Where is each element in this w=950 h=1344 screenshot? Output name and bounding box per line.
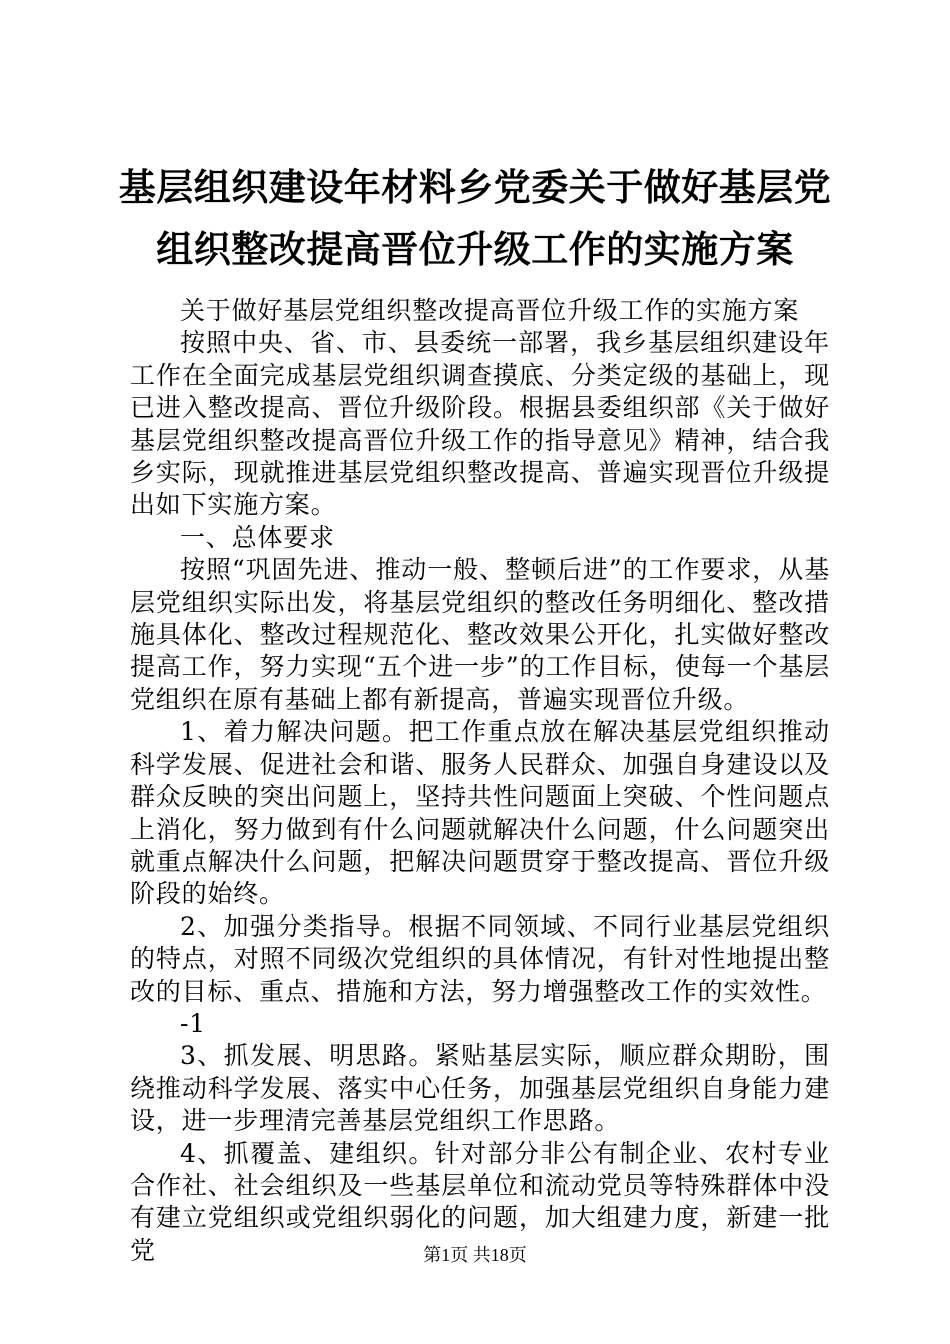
- body-paragraph: 1、着力解决问题。把工作重点放在解决基层党组织推动科学发展、促进社会和谐、服务人民群众、加强自身建设以及群众反映的突出问题上，坚持共性问题面上突破、个性问题点上消化，努力做到有什么问题就解决什么问题，什么问题突出就重点解决什么问题，把解决问题贯穿于整改提高、晋位升级阶段的始终。: [130, 717, 830, 909]
- body-paragraph: 4、抓覆盖、建组织。针对部分非公有制企业、农村专业合作社、社会组织及一些基层单位和流动党员等特殊群体中没有建立党组织或党组织弱化的问题，加大组建力度，新建一批党: [130, 1138, 830, 1265]
- body-paragraph: 按照“巩固先进、推动一般、整顿后进”的工作要求，从基层党组织实际出发，将基层党组织的整改任务明细化、整改措施具体化、整改过程规范化、整改效果公开化，扎实做好整改提高工作，努力实现“五个进一步”的工作目标，使每一个基层党组织在原有基础上都有新提高，普遍实现晋位升级。: [130, 555, 830, 714]
- section-heading: 一、总体要求: [180, 522, 335, 552]
- page-marker: -1: [180, 1008, 206, 1038]
- body-paragraph: 3、抓发展、明思路。紧贴基层实际，顺应群众期盼，围绕推动科学发展、落实中心任务，加强基层党组织自身能力建设，进一步理清完善基层党组织工作思路。: [130, 1041, 830, 1136]
- body-paragraph: 按照中央、省、市、县委统一部署，我乡基层组织建设年工作在全面完成基层党组织调查摸底、分类定级的基础上，现已进入整改提高、晋位升级阶段。根据县委组织部《关于做好基层党组织整改提高晋位升级工作的指导意见》精神，结合我乡实际，现就推进基层党组织整改提高、普遍实现晋位升级提出如下实施方案。: [130, 328, 830, 520]
- page-footer: 第1页 共18页: [423, 1245, 527, 1265]
- document-title: 基层组织建设年材料乡党委关于做好基层党组织整改提高晋位升级工作的实施方案: [118, 165, 832, 271]
- body-paragraph-subtitle: 关于做好基层党组织整改提高晋位升级工作的实施方案: [180, 296, 800, 325]
- document-body: [130, 295, 830, 1267]
- body-paragraph: 2、加强分类指导。根据不同领域、不同行业基层党组织的特点，对照不同级次党组织的具体情况，有针对性地提出整改的目标、重点、措施和方法，努力增强整改工作的实效性。: [130, 911, 830, 1006]
